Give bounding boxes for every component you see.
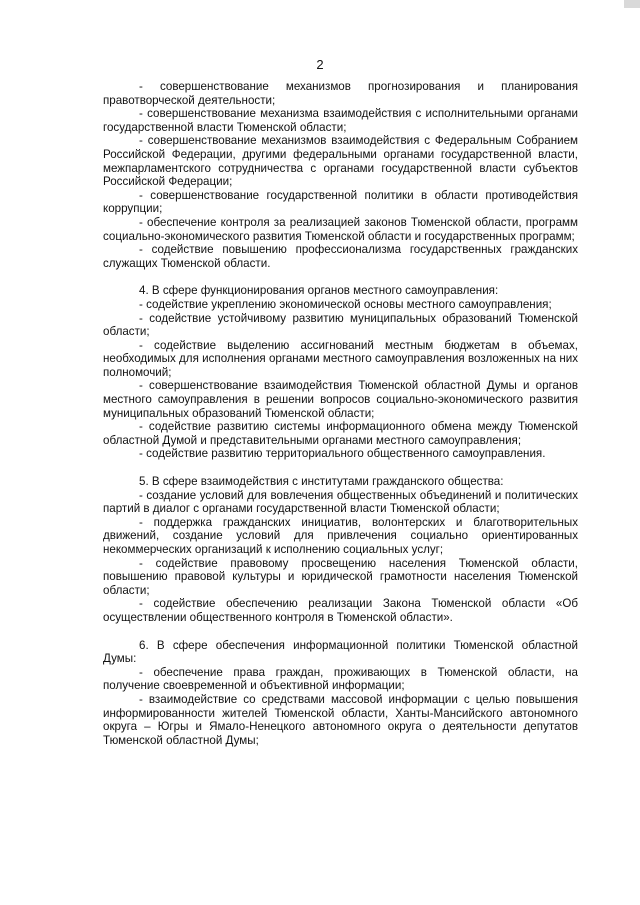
corner-scan-mark bbox=[624, 0, 640, 8]
list-item: - совершенствование государственной политики в области противодействия коррупции; bbox=[103, 188, 578, 216]
list-item: - совершенствование механизмов взаимодействия с Федеральным Собранием Российской Федерации, другими федеральными органами государственной власти, межпарламентского сотрудничества с органами государственной власти субъектов Российской Федерации; bbox=[103, 134, 578, 189]
list-item: - обеспечение права граждан, проживающих в Тюменской области, на получение своевременной и объективной информации; bbox=[103, 665, 578, 693]
list-item: - создание условий для вовлечения общественных объединений и политических партий в диалог с органами государственной власти Тюменской области; bbox=[103, 488, 578, 516]
list-item: - взаимодействие со средствами массовой информации с целью повышения информированности жителей Тюменской области, Ханты-Мансийского автономного округа – Югры и Ямало-Ненецкого автономного округа о деятельности депутатов Тюменской областной Думы; bbox=[103, 692, 578, 747]
list-item: - поддержка гражданских инициатив, волонтерских и благотворительных движений, создание условий для привлечения социально ориентированных некоммерческих организаций к исполнению социальных услуг; bbox=[103, 515, 578, 556]
list-item: - содействие развитию системы информационного обмена между Тюменской областной Думой и представительными органами местного самоуправления; bbox=[103, 420, 578, 447]
section-heading: 6. В сфере обеспечения информационной политики Тюменской областной Думы: bbox=[103, 638, 578, 666]
document-body bbox=[103, 80, 578, 747]
section-6 bbox=[103, 639, 578, 748]
page-number: 2 bbox=[316, 57, 324, 72]
list-item: - содействие выделению ассигнований местным бюджетам в объемах, необходимых для исполнения органами местного самоуправления возложенных на них полномочий; bbox=[103, 338, 578, 379]
list-item: - содействие укреплению экономической основы местного самоуправления; bbox=[139, 297, 552, 311]
section-4 bbox=[103, 284, 578, 461]
list-item: - содействие повышению профессионализма государственных гражданских служащих Тюменской области. bbox=[103, 243, 578, 270]
list-item: - содействие правовому просвещению населения Тюменской области, повышению правовой культуры и юридической грамотности населения Тюменской области; bbox=[103, 556, 578, 597]
list-item: - совершенствование механизмов прогнозирования и планирования правотворческой деятельности; bbox=[103, 80, 578, 107]
list-item: - совершенствование взаимодействия Тюменской областной Думы и органов местного самоуправления в решении вопросов социально-экономического развития муниципальных образований Тюменской области; bbox=[103, 379, 578, 420]
list-item: - содействие развитию территориального общественного самоуправления. bbox=[139, 447, 546, 461]
section-heading: 4. В сфере функционирования органов местного самоуправления: bbox=[139, 284, 499, 298]
section-heading: 5. В сфере взаимодействия с институтами гражданского общества: bbox=[139, 475, 504, 489]
section-3-continued bbox=[103, 80, 578, 270]
section-5 bbox=[103, 475, 578, 625]
list-item: - обеспечение контроля за реализацией законов Тюменской области, программ социально-экономического развития Тюменской области и государственных программ; bbox=[103, 215, 578, 243]
list-item: - совершенствование механизма взаимодействия с исполнительными органами государственной власти Тюменской области; bbox=[103, 107, 578, 134]
list-item: - содействие устойчивому развитию муниципальных образований Тюменской области; bbox=[103, 311, 578, 339]
list-item: - содействие обеспечению реализации Закона Тюменской области «Об осуществлении общественного контроля в Тюменской области». bbox=[103, 597, 578, 624]
